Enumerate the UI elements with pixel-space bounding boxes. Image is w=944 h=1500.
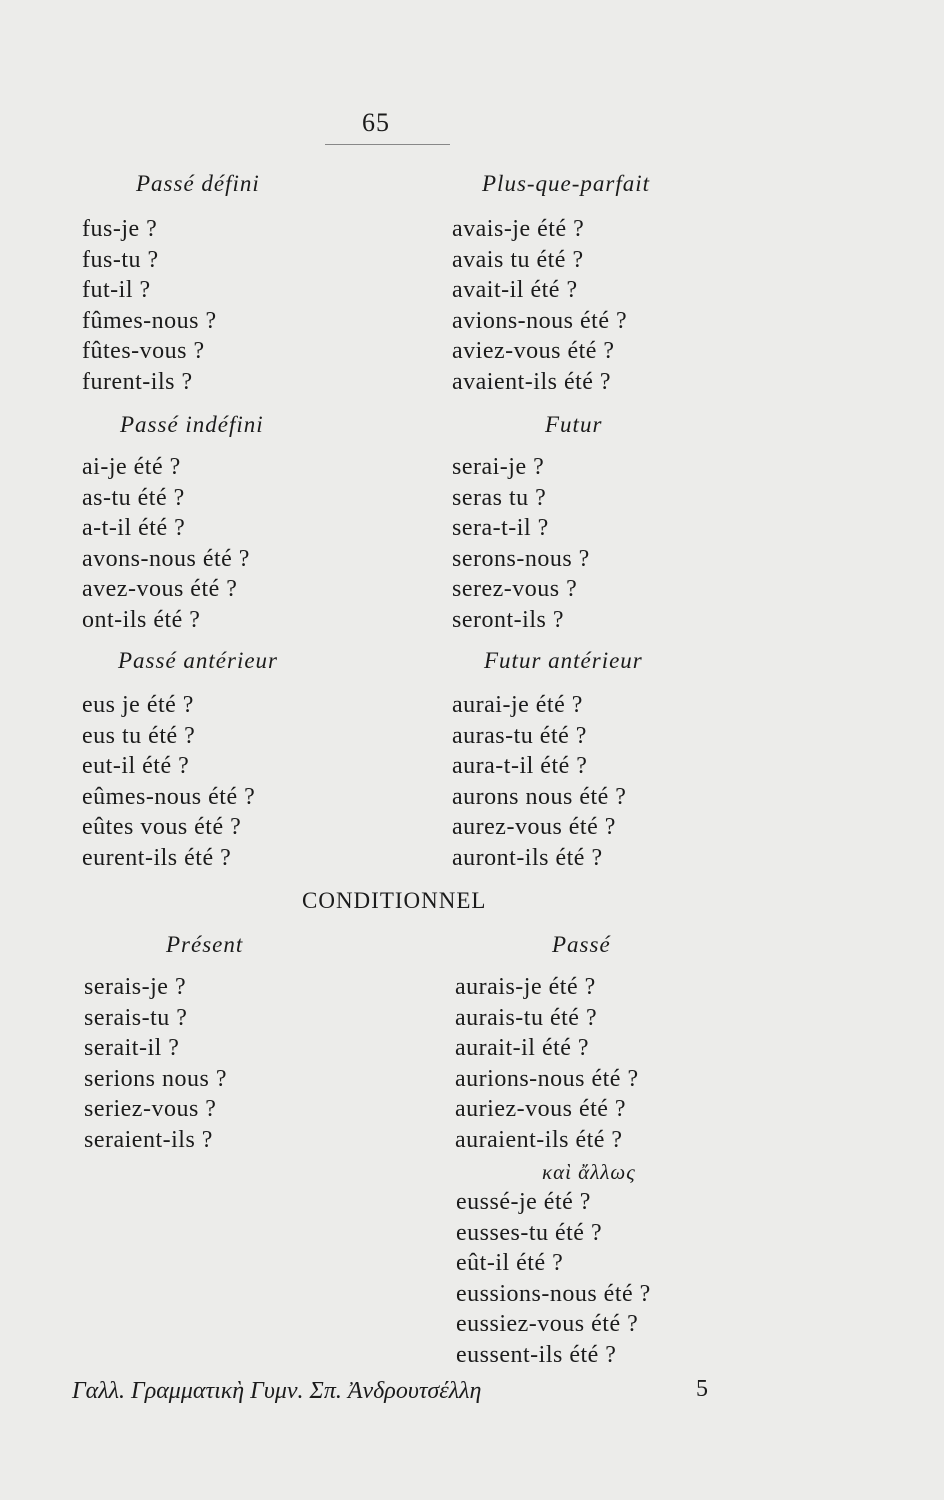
list-item: serais-tu ? bbox=[84, 1004, 188, 1031]
list-item: serai-je ? bbox=[452, 454, 545, 480]
list-item: eus tu été ? bbox=[82, 722, 196, 749]
list-item: auraient-ils été ? bbox=[455, 1126, 623, 1153]
list-item: seriez-vous ? bbox=[84, 1096, 217, 1123]
list-item: furent-ils ? bbox=[82, 368, 193, 395]
list-item: eûtes vous été ? bbox=[82, 814, 242, 841]
list-item: eussiez-vous été ? bbox=[456, 1311, 639, 1338]
list-item: avions-nous été ? bbox=[452, 307, 628, 334]
list-item: avez-vous été ? bbox=[82, 576, 238, 603]
list-item: aviez-vous été ? bbox=[452, 338, 615, 365]
page-number: 65 bbox=[362, 108, 390, 137]
list-item: serez-vous ? bbox=[452, 576, 578, 603]
signature-mark: 5 bbox=[696, 1376, 708, 1402]
heading-passe-defini: Passé défini bbox=[136, 171, 260, 196]
list-item: serons-nous ? bbox=[452, 545, 590, 572]
list-item: serions nous ? bbox=[84, 1065, 227, 1092]
list-item: eurent-ils été ? bbox=[82, 844, 232, 871]
list-item: seras tu ? bbox=[452, 484, 547, 511]
heading-futur: Futur bbox=[545, 412, 603, 437]
list-futur bbox=[452, 452, 590, 636]
heading-kai-allos: καὶ ἄλλως bbox=[542, 1160, 636, 1184]
list-item: aurons nous été ? bbox=[452, 783, 627, 810]
heading-present: Présent bbox=[166, 932, 244, 957]
list-item: avais-je été ? bbox=[452, 216, 585, 242]
list-item: avais tu été ? bbox=[452, 246, 584, 273]
list-item: aurez-vous été ? bbox=[452, 814, 616, 841]
section-title-conditionnel: CONDITIONNEL bbox=[302, 888, 487, 913]
list-item: sera-t-il ? bbox=[452, 515, 549, 542]
list-item: fut-il ? bbox=[82, 277, 151, 304]
header-rule bbox=[325, 144, 450, 145]
list-item: fûmes-nous ? bbox=[82, 307, 217, 334]
heading-plus-que-parfait: Plus-que-parfait bbox=[482, 171, 651, 196]
list-item: serais-je ? bbox=[84, 974, 187, 1000]
footer-title: Γαλλ. Γραμματικὴ Γυμν. Σπ. Ἀνδρουτσέλλη bbox=[72, 1378, 482, 1404]
list-item: auriez-vous été ? bbox=[455, 1096, 627, 1123]
heading-futur-anterieur: Futur antérieur bbox=[484, 648, 643, 673]
list-item: eut-il été ? bbox=[82, 753, 190, 780]
heading-passe: Passé bbox=[552, 932, 611, 957]
list-passe-anterieur bbox=[82, 690, 255, 874]
list-kai-allos bbox=[456, 1187, 651, 1371]
heading-passe-anterieur: Passé antérieur bbox=[118, 648, 279, 673]
list-item: avaient-ils été ? bbox=[452, 368, 612, 395]
list-item: avons-nous été ? bbox=[82, 545, 250, 572]
list-item: fus-je ? bbox=[82, 216, 158, 242]
list-item: eussent-ils été ? bbox=[456, 1341, 617, 1368]
list-item: serait-il ? bbox=[84, 1035, 180, 1062]
list-item: eusses-tu été ? bbox=[456, 1219, 603, 1246]
list-present bbox=[84, 972, 227, 1156]
list-plus-que-parfait bbox=[452, 214, 627, 398]
list-futur-anterieur bbox=[452, 690, 626, 874]
list-item: seront-ils ? bbox=[452, 606, 564, 633]
list-item: ai-je été ? bbox=[82, 454, 181, 480]
list-item: aurai-je été ? bbox=[452, 692, 583, 718]
list-item: auront-ils été ? bbox=[452, 844, 603, 871]
list-item: fûtes-vous ? bbox=[82, 338, 205, 365]
list-item: eûmes-nous été ? bbox=[82, 783, 256, 810]
list-item: aurais-tu été ? bbox=[455, 1004, 598, 1031]
list-item: fus-tu ? bbox=[82, 246, 159, 273]
list-item: avait-il été ? bbox=[452, 277, 578, 304]
list-item: aura-t-il été ? bbox=[452, 753, 588, 780]
list-item: eussé-je été ? bbox=[456, 1189, 591, 1215]
list-item: ont-ils été ? bbox=[82, 606, 201, 633]
heading-passe-indefini: Passé indéfini bbox=[120, 412, 264, 437]
list-item: a-t-il été ? bbox=[82, 515, 186, 542]
list-item: aurait-il été ? bbox=[455, 1035, 590, 1062]
list-item: eussions-nous été ? bbox=[456, 1280, 651, 1307]
list-item: aurais-je été ? bbox=[455, 974, 596, 1000]
list-passe-defini bbox=[82, 214, 217, 398]
list-passe-indefini bbox=[82, 452, 250, 636]
list-passe bbox=[455, 972, 639, 1156]
list-item: as-tu été ? bbox=[82, 484, 185, 511]
list-item: eût-il été ? bbox=[456, 1250, 564, 1277]
list-item: seraient-ils ? bbox=[84, 1126, 213, 1153]
list-item: eus je été ? bbox=[82, 692, 194, 718]
list-item: auras-tu été ? bbox=[452, 722, 587, 749]
list-item: aurions-nous été ? bbox=[455, 1065, 639, 1092]
